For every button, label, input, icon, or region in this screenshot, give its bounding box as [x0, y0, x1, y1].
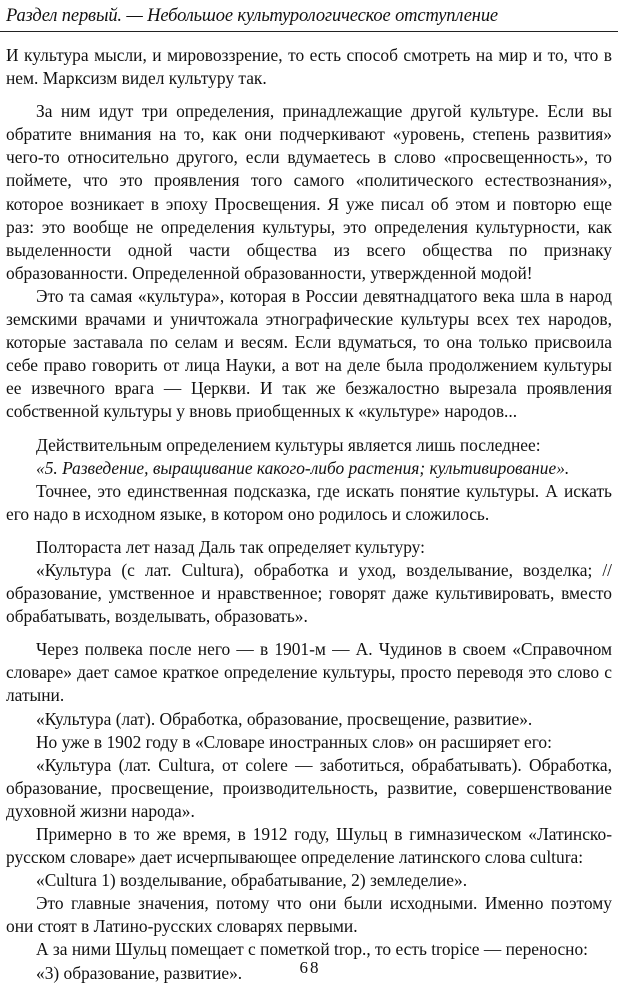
- quote: «3) образование, развитие».: [36, 962, 243, 983]
- paragraph: Примерно в то же время, в 1912 году, Шульц в гимназическом «Латинско-русском словаре» дает исчерпывающее определение латинского слова cultura:: [6, 824, 612, 868]
- paragraph: Полтораста лет назад Даль так определяет культуру:: [36, 536, 425, 557]
- quote: «Культура (с лат. Cultura), обработка и уход, возделывание, возделка; // образование, умственное и нравственное; говорят даже культивировать, вместо обрабатывать, возделывать, образовать».: [6, 559, 612, 627]
- header-rule: [0, 31, 618, 32]
- page-body: [6, 44, 612, 985]
- paragraph: А за ними Шульц помещает с пометкой trop., то есть tropice — переносно:: [36, 939, 589, 960]
- quote: «Культура (лат. Cultura, от colere — заботиться, обрабатывать). Обработка, образование, просвещение, производительность, развитие, совершенствование духовной жизни народа».: [6, 754, 612, 821]
- quote: «Культура (лат). Обработка, образование, просвещение, развитие».: [36, 708, 533, 729]
- paragraph: Это та самая «культура», которая в России девятнадцатого века шла в народ земскими врачами и уничтожала этнографические культуры всех тех народов, которые заставала по селам и весям. Если вдуматься, то она только присвоила себе право говорить от лица Науки, а вот на деле была продолжением культуры ее извечного врага — Церкви. И так же безжалостно вырезала проявления собственной культуры у вновь приобщенных к «культуре» народов...: [6, 285, 612, 422]
- paragraph: Это главные значения, потому что они были исходными. Именно поэтому они стоят в Латино-русских словарях первыми.: [6, 893, 612, 937]
- paragraph: Но уже в 1902 году в «Словаре иностранных слов» он расширяет его:: [36, 731, 552, 752]
- italic-quote: «5. Разведение, выращивание какого-либо растения; культивирование».: [36, 457, 570, 478]
- paragraph: И культура мысли, и мировоззрение, то есть способ смотреть на мир и то, что в нем. Марксизм видел культуру так.: [6, 45, 612, 89]
- running-head: Раздел первый. — Небольшое культурологическое отступление: [6, 6, 498, 26]
- paragraph: Точнее, это единственная подсказка, где искать понятие культуры. А искать его надо в исходном языке, в котором оно родилось и сложилось.: [6, 480, 612, 524]
- quote: «Cultura 1) возделывание, обрабатывание, 2) земледелие».: [36, 870, 468, 891]
- page-number: 68: [299, 958, 321, 977]
- paragraph: За ним идут три определения, принадлежащие другой культуре. Если вы обратите внимания на то, как они подчеркивают «уровень, степень развития» чего-то относительно другого, если вдумаетесь в слово «просвещенность», то поймете, что это проявления того самого «политического естествознания», которое возникает в эпоху Просвещения. Я уже писал об этом и повторю еще раз: это вообще не определения культуры, это определения культурности, как выделенности одной части общества из всего общества по признаку образованности. Определенной образованности, утвержденной модой!: [6, 101, 612, 283]
- paragraph: Через полвека после него — в 1901-м — А. Чудинов в своем «Справочном словаре» дает самое краткое определение культуры, просто переводя это слово с латыни.: [6, 639, 612, 706]
- paragraph: Действительным определением культуры является лишь последнее:: [36, 434, 541, 455]
